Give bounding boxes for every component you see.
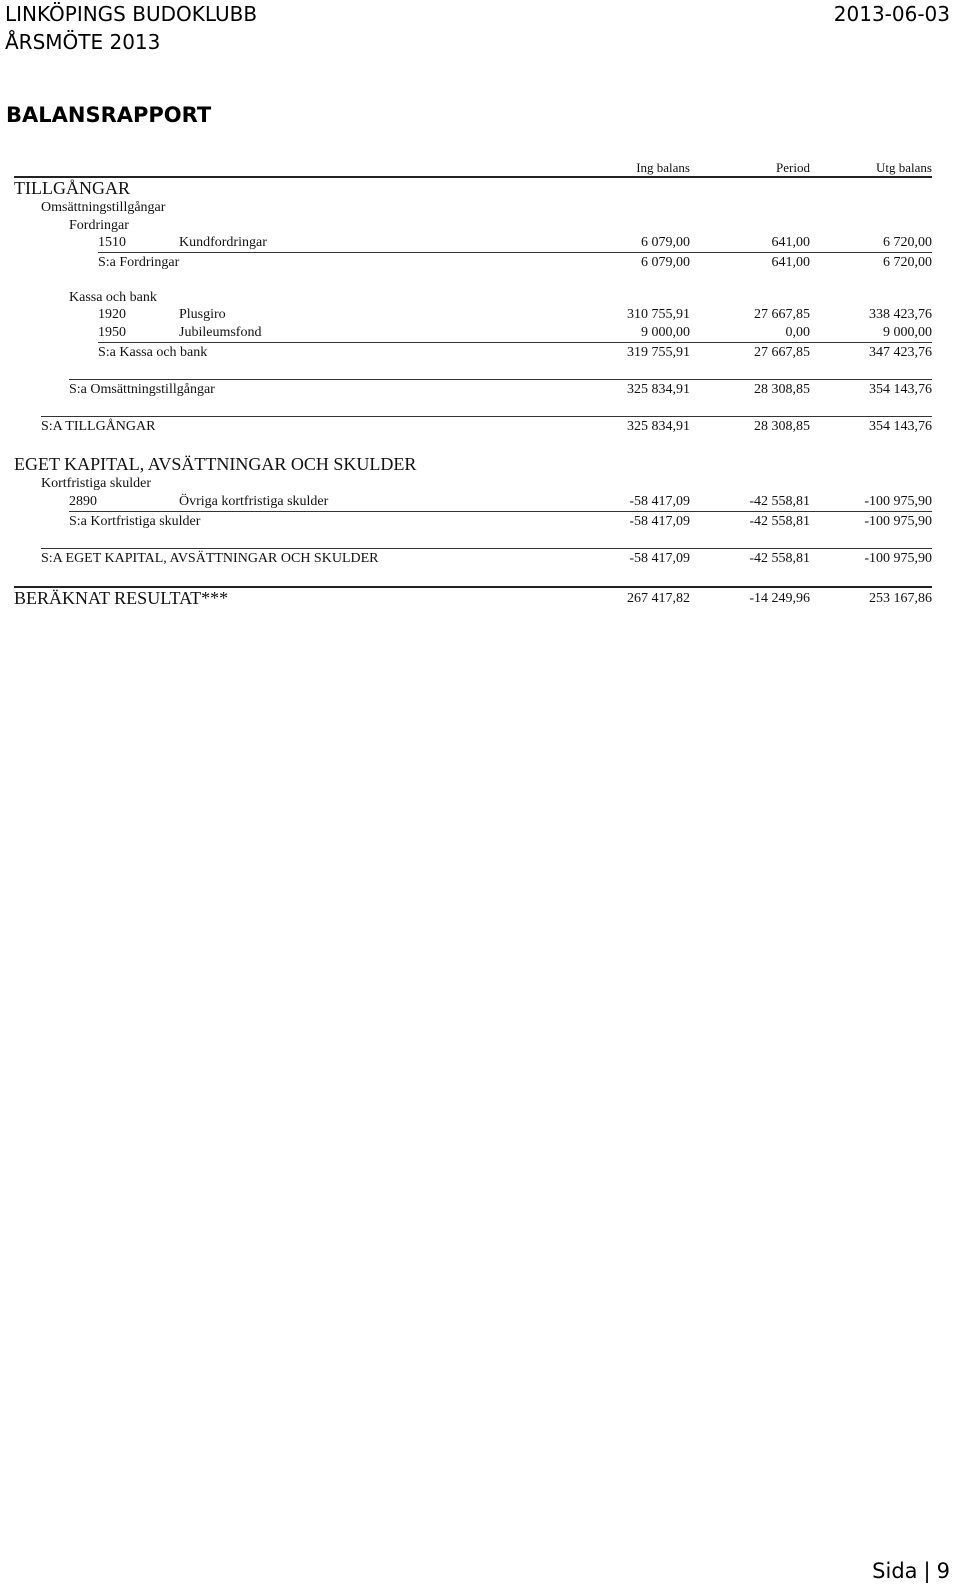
- document-date: 2013-06-03: [833, 2, 950, 26]
- result-label: BERÄKNAT RESULTAT***: [14, 588, 229, 608]
- sum-kassa-ing: 319 755,91: [627, 345, 690, 360]
- sum-kortfristiga-ing: -58 417,09: [629, 514, 690, 529]
- value-ing: 9 000,00: [641, 325, 690, 340]
- subtotal-rule: [98, 252, 932, 253]
- sum-eget-ing: -58 417,09: [629, 551, 690, 566]
- column-header-period: Period: [776, 160, 810, 175]
- sum-fordringar-ing: 6 079,00: [641, 255, 690, 270]
- sum-tillgangar-period: 28 308,85: [754, 419, 810, 434]
- value-utg: 338 423,76: [869, 307, 932, 322]
- meeting-name: ÅRSMÖTE 2013: [5, 30, 161, 54]
- value-period: 27 667,85: [754, 307, 810, 322]
- value-ing: 6 079,00: [641, 235, 690, 250]
- organization-name: LINKÖPINGS BUDOKLUBB: [5, 2, 258, 26]
- account-code: 1510: [98, 235, 126, 250]
- sum-omsattning-period: 28 308,85: [754, 382, 810, 397]
- value-period: -42 558,81: [749, 494, 810, 509]
- subgroup-kassa: Kassa och bank: [69, 290, 157, 305]
- sum-kortfristiga-period: -42 558,81: [749, 514, 810, 529]
- total-rule: [41, 416, 932, 417]
- page-footer: [872, 1559, 950, 1583]
- sum-kassa-period: 27 667,85: [754, 345, 810, 360]
- document-header-left: [5, 0, 257, 56]
- sum-fordringar-utg: 6 720,00: [883, 255, 932, 270]
- subtotal-rule: [69, 511, 932, 512]
- value-ing: -58 417,09: [629, 494, 690, 509]
- account-name: Plusgiro: [179, 307, 226, 322]
- total-rule: [69, 379, 932, 380]
- account-code: 2890: [69, 494, 97, 509]
- page-number: 9: [936, 1559, 950, 1583]
- sum-kassa-label: S:a Kassa och bank: [98, 345, 208, 360]
- result-period: -14 249,96: [749, 591, 810, 606]
- sum-kortfristiga-utg: -100 975,90: [864, 514, 932, 529]
- column-header-utg: Utg balans: [876, 160, 932, 175]
- header-rule: [14, 176, 932, 178]
- sum-eget-label: S:A EGET KAPITAL, AVSÄTTNINGAR OCH SKULDER: [41, 551, 379, 566]
- sum-fordringar-period: 641,00: [771, 255, 810, 270]
- sum-omsattning-utg: 354 143,76: [869, 382, 932, 397]
- account-name: Övriga kortfristiga skulder: [179, 494, 329, 509]
- sum-kassa-utg: 347 423,76: [869, 345, 932, 360]
- value-utg: 6 720,00: [883, 235, 932, 250]
- value-utg: -100 975,90: [864, 494, 932, 509]
- account-code: 1950: [98, 325, 126, 340]
- group-kortfristiga: Kortfristiga skulder: [41, 476, 152, 491]
- value-period: 641,00: [771, 235, 810, 250]
- account-code: 1920: [98, 307, 126, 322]
- page-label: Sida: [872, 1559, 918, 1583]
- balance-report-table: [0, 158, 960, 618]
- total-rule: [41, 548, 932, 549]
- section-tillgangar: TILLGÅNGAR: [14, 178, 130, 198]
- value-ing: 310 755,91: [627, 307, 690, 322]
- sum-omsattning-ing: 325 834,91: [627, 382, 690, 397]
- sum-tillgangar-ing: 325 834,91: [627, 419, 690, 434]
- subtotal-rule: [98, 342, 932, 343]
- page-title: BALANSRAPPORT: [6, 103, 212, 127]
- sum-tillgangar-utg: 354 143,76: [869, 419, 932, 434]
- sum-eget-period: -42 558,81: [749, 551, 810, 566]
- sum-eget-utg: -100 975,90: [864, 551, 932, 566]
- account-name: Kundfordringar: [179, 235, 267, 250]
- subgroup-fordringar: Fordringar: [69, 218, 129, 233]
- sum-omsattning-label: S:a Omsättningstillgångar: [69, 382, 215, 397]
- section-eget-kapital: EGET KAPITAL, AVSÄTTNINGAR OCH SKULDER: [14, 454, 417, 474]
- group-omsattning: Omsättningstillgångar: [41, 200, 166, 215]
- column-header-ing: Ing balans: [636, 160, 690, 175]
- value-period: 0,00: [785, 325, 810, 340]
- page-separator: |: [923, 1559, 931, 1583]
- result-utg: 253 167,86: [869, 591, 932, 606]
- sum-kortfristiga-label: S:a Kortfristiga skulder: [69, 514, 201, 529]
- sum-fordringar-label: S:a Fordringar: [98, 255, 180, 270]
- account-name: Jubileumsfond: [179, 325, 262, 340]
- sum-tillgangar-label: S:A TILLGÅNGAR: [41, 419, 156, 434]
- result-ing: 267 417,82: [627, 591, 690, 606]
- value-utg: 9 000,00: [883, 325, 932, 340]
